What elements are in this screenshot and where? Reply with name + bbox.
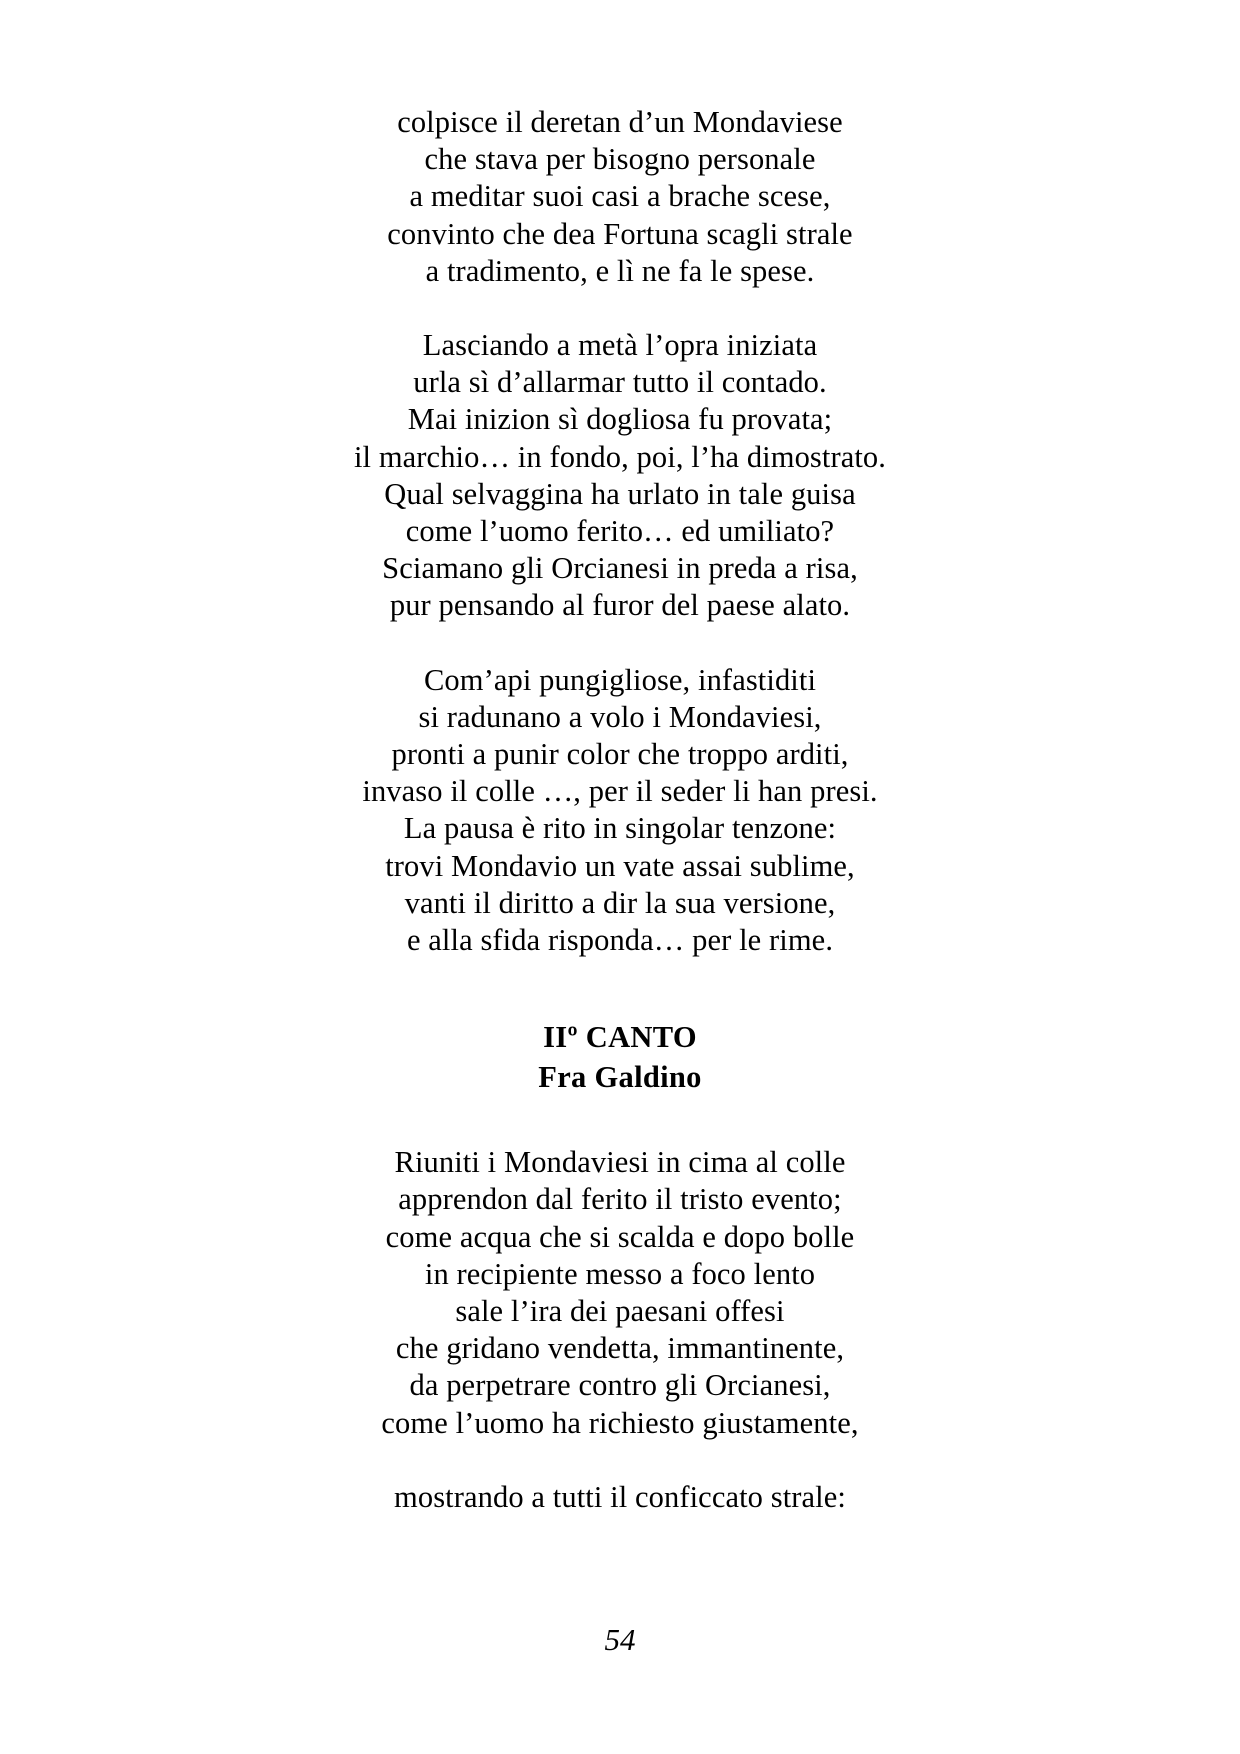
stanza [0, 1479, 1240, 1516]
verse-line: La pausa è rito in singolar tenzone: [403, 811, 837, 846]
verse-line: e alla sfida risponda… per le rime. [406, 923, 834, 958]
verse-line: vanti il diritto a dir la sua versione, [404, 885, 836, 920]
verse-line: Sciamano gli Orcianesi in preda a risa, [382, 551, 858, 586]
verse-line: come acqua che si scalda e dopo bolle [385, 1219, 855, 1254]
verse-line: a tradimento, e lì ne fa le spese. [425, 253, 815, 288]
verse-line: urla sì d’allarmar tutto il contado. [413, 365, 827, 400]
verse-line: sale l’ira dei paesani offesi [455, 1294, 785, 1329]
verse-line: mostrando a tutti il conficcato strale: [394, 1479, 846, 1514]
canto-subtitle: Fra Galdino [538, 1060, 702, 1095]
verse-line: Lasciando a metà l’opra iniziata [422, 328, 818, 363]
canto-title: IIº CANTO [543, 1020, 697, 1055]
verse-line: si radunano a volo i Mondaviesi, [418, 699, 822, 734]
verse-line: come l’uomo ferito… ed umiliato? [405, 514, 835, 549]
verse-line: trovi Mondavio un vate assai sublime, [385, 848, 855, 883]
verse-line: a meditar suoi casi a brache scese, [409, 179, 831, 214]
stanza [0, 662, 1240, 960]
verse-line: Com’api pungigliose, infastiditi [423, 662, 817, 697]
verse-line: pur pensando al furor del paese alato. [389, 588, 851, 623]
verse-line: da perpetrare contro gli Orcianesi, [409, 1368, 831, 1403]
stanza [0, 104, 1240, 290]
poem-body [0, 104, 1240, 1516]
verse-line: apprendon dal ferito il tristo evento; [398, 1182, 842, 1217]
verse-line: come l’uomo ha richiesto giustamente, [381, 1405, 859, 1440]
verse-line: Riuniti i Mondaviesi in cima al colle [394, 1145, 846, 1180]
verse-line: in recipiente messo a foco lento [424, 1256, 816, 1291]
stanza [0, 327, 1240, 625]
verse-line: invaso il colle …, per il seder li han presi. [362, 774, 878, 809]
verse-line: Qual selvaggina ha urlato in tale guisa [384, 476, 856, 511]
verse-line: che stava per bisogno personale [424, 142, 816, 177]
page-number: 54 [604, 1622, 636, 1657]
canto-heading [0, 1017, 1240, 1097]
verse-line: il marchio… in fondo, poi, l’ha dimostrato. [353, 439, 887, 474]
verse-line: che gridano vendetta, immantinente, [395, 1331, 845, 1366]
verse-line: convinto che dea Fortuna scagli strale [387, 216, 853, 251]
verse-line: colpisce il deretan d’un Mondaviese [397, 105, 843, 139]
verse-line: pronti a punir color che troppo arditi, [391, 737, 849, 772]
stanza [0, 1144, 1240, 1442]
verse-line: Mai inizion sì dogliosa fu provata; [407, 402, 833, 437]
